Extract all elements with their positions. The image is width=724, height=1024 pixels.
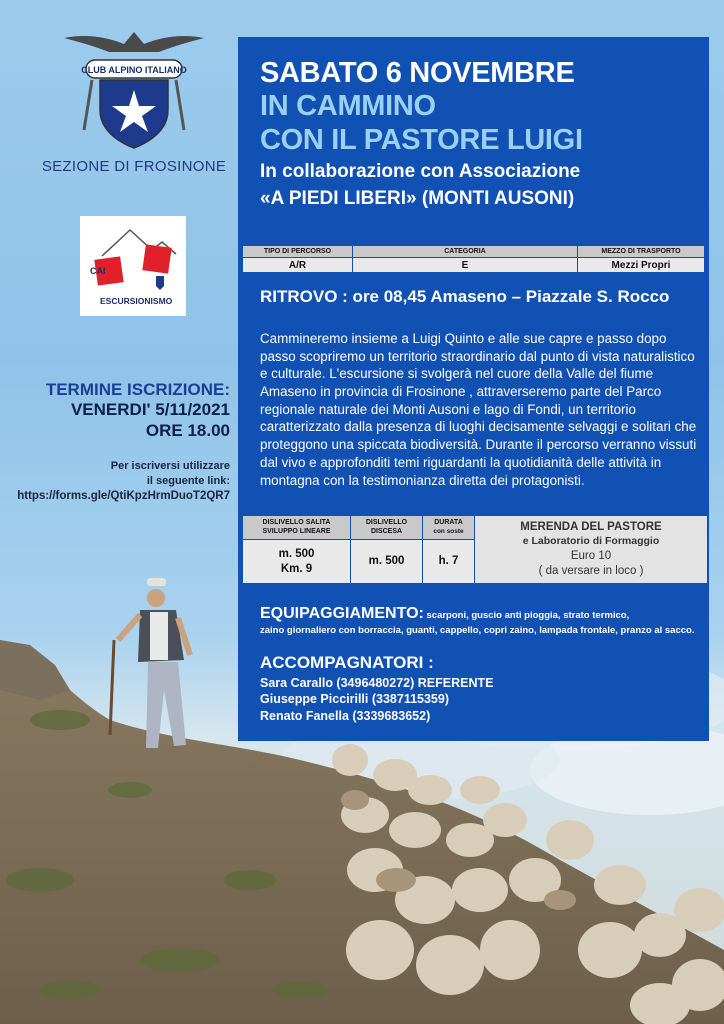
value-tipo-percorso: A/R [243,258,353,273]
equipment-list-1: scarponi, guscio anti pioggia, strato termico, [423,610,630,621]
registration-info [17,459,230,504]
value-dislivello-salita: m. 500 Km. 9 [243,540,351,584]
header-durata: DURATA con soste [423,516,475,540]
guide-1: Sara Carallo (3496480272) REFERENTE [260,676,494,690]
section-name: SEZIONE DI FROSINONE [41,158,227,175]
collaboration-line-1: In collaborazione con Associazione [260,161,581,183]
header-categoria: CATEGORIA [353,246,578,258]
merenda-info: MERENDA DEL PASTORE e Laboratorio di Formaggio Euro 10 ( da versare in loco ) [475,516,708,584]
deadline-date: VENERDI' 5/11/2021 [70,400,230,420]
meeting-point: RITROVO : ore 08,45 Amaseno – Piazzale S. Rocco [260,287,670,306]
event-panel [238,37,709,741]
deadline-time: ORE 18.00 [145,420,230,440]
collaboration-line-2: «A PIEDI LIBERI» (MONTI AUSONI) [260,187,575,209]
guides-section [260,653,493,724]
registration-deadline [46,380,230,441]
deadline-title: TERMINE ISCRIZIONE: [45,380,230,399]
event-date: SABATO 6 NOVEMBRE [260,57,575,89]
cai-escursionismo-logo [80,216,186,316]
shepherd-figure [110,578,190,748]
value-mezzo-trasporto: Mezzi Propri [578,258,705,273]
equipment-heading: EQUIPAGGIAMENTO: [260,605,424,622]
registration-line-2: il seguente link: [146,474,230,487]
route-details-table [242,515,708,584]
event-description: Cammineremo insieme a Luigi Quinto e alle sue capre e passo dopo passo scopriremo un territorio straordinario dal punto di vista naturalistico e culturale. L'escursione si svolgerà nel cuore della Valle del fiume Amaseno in provincia di Frosinone , attraverseremo parte del Parco regionale naturale dei Monti Ausoni e lago di Fondi, un territorio caratterizzato dalla presenza di luoghi decisamente selvaggi e solitari che proteggono una spiccata biodiversità. Durante il percorso verranno vissuti dal vivo e approfonditi temi riguardanti la quotidianità delle attività in montagna con la testimonianza diretta dei protagonisti. [260,331,697,488]
event-title-line-1: IN CAMMINO [260,90,436,123]
equipment-section [260,603,705,637]
cai-club-alpino-logo [64,30,204,150]
guide-3: Renato Fanella (3339683652) [260,708,431,723]
route-info-table [242,245,705,273]
header-mezzo-trasporto: MEZZO DI TRASPORTO [578,246,705,258]
svg-text:ESCURSIONISMO: ESCURSIONISMO [100,296,173,306]
value-durata: h. 7 [423,540,475,584]
header-tipo-percorso: TIPO DI PERCORSO [243,246,353,258]
guides-heading: ACCOMPAGNATORI : [260,653,434,672]
event-title-line-2: CON IL PASTORE LUIGI [260,123,583,156]
guide-2: Giuseppe Piccirilli (3387115359) [260,692,450,707]
svg-text:CAI: CAI [90,266,106,276]
header-dislivello-discesa: DISLIVELLO DISCESA [351,516,423,540]
registration-line-1: Per iscriversi utilizzare [110,460,230,472]
equipment-list-2: zaino giornaliero con borraccia, guanti, cappello, copri zaino, lampada frontale, pranzo al sacco. [260,624,695,636]
registration-link[interactable]: https://forms.gle/QtiKpzHrmDuoT2QR7 [17,489,230,502]
svg-text:CLUB ALPINO ITALIANO: CLUB ALPINO ITALIANO [81,65,187,75]
value-categoria: E [353,258,578,273]
value-dislivello-discesa: m. 500 [351,540,423,584]
header-dislivello-salita: DISLIVELLO SALITA SVILUPPO LINEARE [243,516,351,540]
